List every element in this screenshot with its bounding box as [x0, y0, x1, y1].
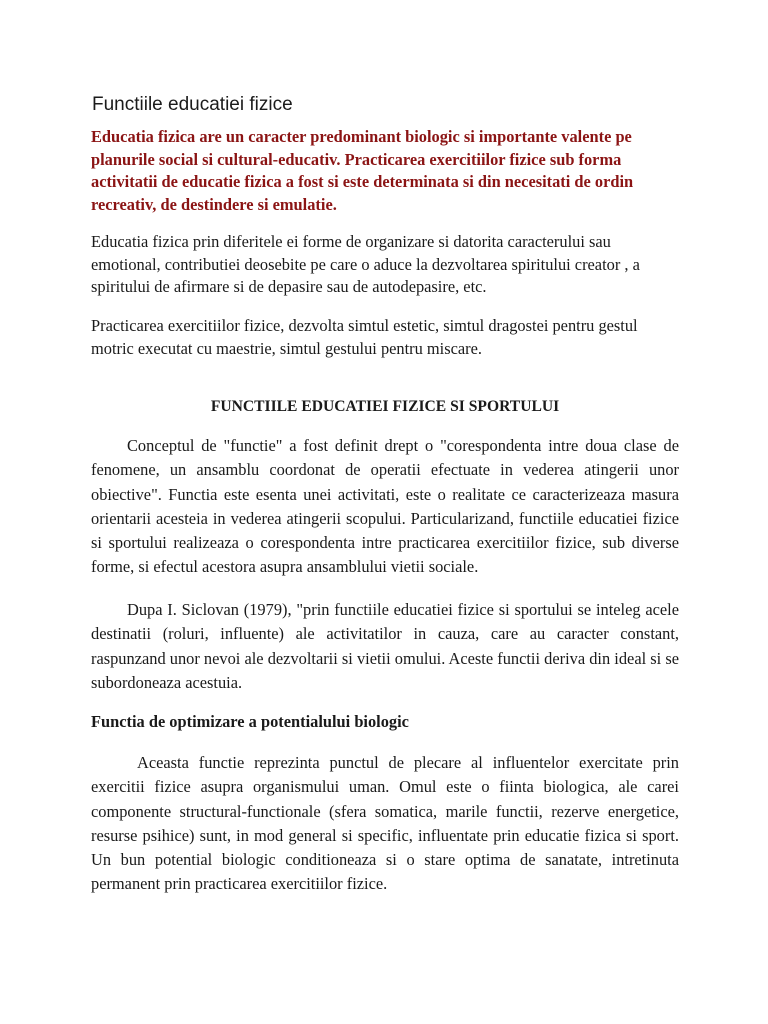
subsection-heading: Functia de optimizare a potentialului biologic: [91, 712, 409, 731]
section-heading: FUNCTIILE EDUCATIEI FIZICE SI SPORTULUI: [210, 398, 560, 415]
intro-paragraph: Educatia fizica are un caracter predominant biologic si importante valente pe planurile social si cultural-educativ. Practicarea exercitiilor fizice sub forma activitatii de educatie fizica a fost si este determinata si din necesitati de ordin recreativ, de destindere si emulatie.: [91, 127, 634, 214]
subsection-paragraph: Aceasta functie reprezinta punctul de plecare al influentelor exercitate prin exercitii fizice asupra organismului uman. Omul este o fiinta biologica, ale carei componente structural-functionale (sfera somatica, marile functii, rezerve energetice, resurse psihice) sunt, in mod general si specific, influentate prin educatie fizica si sport. Un bun potential biologic conditioneaza si o stare optima de sanatate, intretinuta permanent prin practicarea exercitiilor fizice.: [91, 753, 679, 894]
section-paragraph-1: Conceptul de "functie" a fost definit drept o "corespondenta intre doua clase de fenomene, un ansamblu coordonat de operatii efectuate in vederea atingerii unor obiective". Functia este esenta unei activitati, este o realitate ce caracterizeaza masura orientarii acesteia in vederea atingerii scopului. Particularizand, functiile educatiei fizice si sportului realizeaza o corespondenta intre practicarea exercitiilor fizice, sub diverse forme, si efectul acestora asupra ansamblului vietii sociale.: [91, 436, 679, 577]
body-paragraph-2: Practicarea exercitiilor fizice, dezvolta simtul estetic, simtul dragostei pentru gestul motric executat cu maestrie, simtul gestului pentru miscare.: [91, 316, 638, 358]
section-paragraph-2: Dupa I. Siclovan (1979), "prin functiile educatiei fizice si sportului se inteleg acele destinatii (roluri, influente) ale activitatilor in cauza, care au caracter constant, raspunzand unor nevoi ale dezvoltarii si vietii omului. Aceste functii deriva din ideal si se subordoneaza acestuia.: [91, 600, 679, 692]
body-paragraph-1: Educatia fizica prin diferitele ei forme de organizare si datorita caracterului sau emotional, contributiei deosebite pe care o aduce la dezvoltarea spiritului creator , a spiritului de afirmare si de depasire sau de autodepasire, etc.: [91, 232, 640, 296]
document-title: Functiile educatiei fizice: [92, 94, 293, 115]
